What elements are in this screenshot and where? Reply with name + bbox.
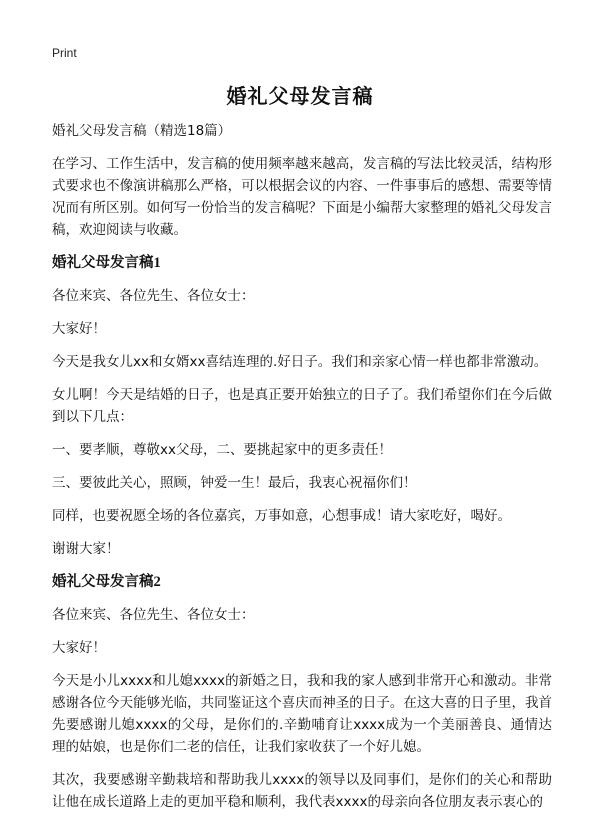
page-title: 婚礼父母发言稿 [226, 84, 374, 108]
paragraph: 今天是小儿xxxx和儿媳xxxx的新婚之日，我和我的家人感到非常开心和激动。非常感谢各位今天能够光临，共同鉴证这个喜庆而神圣的日子。在这大喜的日子里，我首先要感谢儿媳xxxx的父母，是你们的.辛勤哺育让xxxx成为一个美丽善良、通情达理的姑娘，也是你们二老的信任，让我们家收获了一个好儿媳。 [52, 673, 552, 755]
section-heading-number: 1 [153, 255, 161, 271]
paragraph: 各位来宾、各位先生、各位女士： [52, 607, 255, 623]
paragraph: 大家好！ [52, 321, 106, 337]
section-heading-1 [52, 252, 552, 274]
paragraph: 女儿啊！今天是结婚的日子，也是真正要开始独立的日子了。我们希望你们在今后做到以下几点： [52, 387, 552, 425]
section-heading-text: 婚礼父母发言稿 [52, 573, 154, 590]
section-heading-number: 2 [153, 574, 161, 590]
paragraph: 一、要孝顺，尊敬xx父母，二、要挑起家中的更多责任！ [52, 442, 392, 458]
document-body [52, 120, 552, 824]
section-heading-2 [52, 571, 552, 593]
intro-paragraph: 在学习、工作生活中，发言稿的使用频率越来越高，发言稿的写法比较灵活，结构形式要求也不像演讲稿那么严格，可以根据会议的内容、一件事事后的感想、需要等情况而有所区别。如何写一份恰当的发言稿呢？下面是小编帮大家整理的婚礼父母发言稿，欢迎阅读与收藏。 [52, 156, 552, 238]
paragraph: 三、要彼此关心，照顾，钟爱一生！最后，我衷心祝福你们！ [52, 475, 417, 491]
paragraph: 谢谢大家！ [52, 541, 120, 557]
section-heading-text: 婚礼父母发言稿 [52, 254, 154, 271]
print-link[interactable]: Print [52, 46, 77, 60]
paragraph: 同样，也要祝愿全场的各位嘉宾，万事如意，心想事成！请大家吃好，喝好。 [52, 508, 511, 524]
paragraph: 各位来宾、各位先生、各位女士： [52, 288, 255, 304]
subtitle: 婚礼父母发言稿（精选18篇） [52, 123, 232, 139]
paragraph: 今天是我女儿xx和女婿xx喜结连理的.好日子。我们和亲家心情一样也都非常激动。 [52, 354, 548, 370]
paragraph: 大家好！ [52, 640, 106, 656]
paragraph: 其次，我要感谢辛勤栽培和帮助我儿xxxx的领导以及同事们，是你们的关心和帮助让他在成长道路上走的更加平稳和顺利，我代表xxxx的母亲向各位朋友表示衷心的 [52, 772, 552, 810]
